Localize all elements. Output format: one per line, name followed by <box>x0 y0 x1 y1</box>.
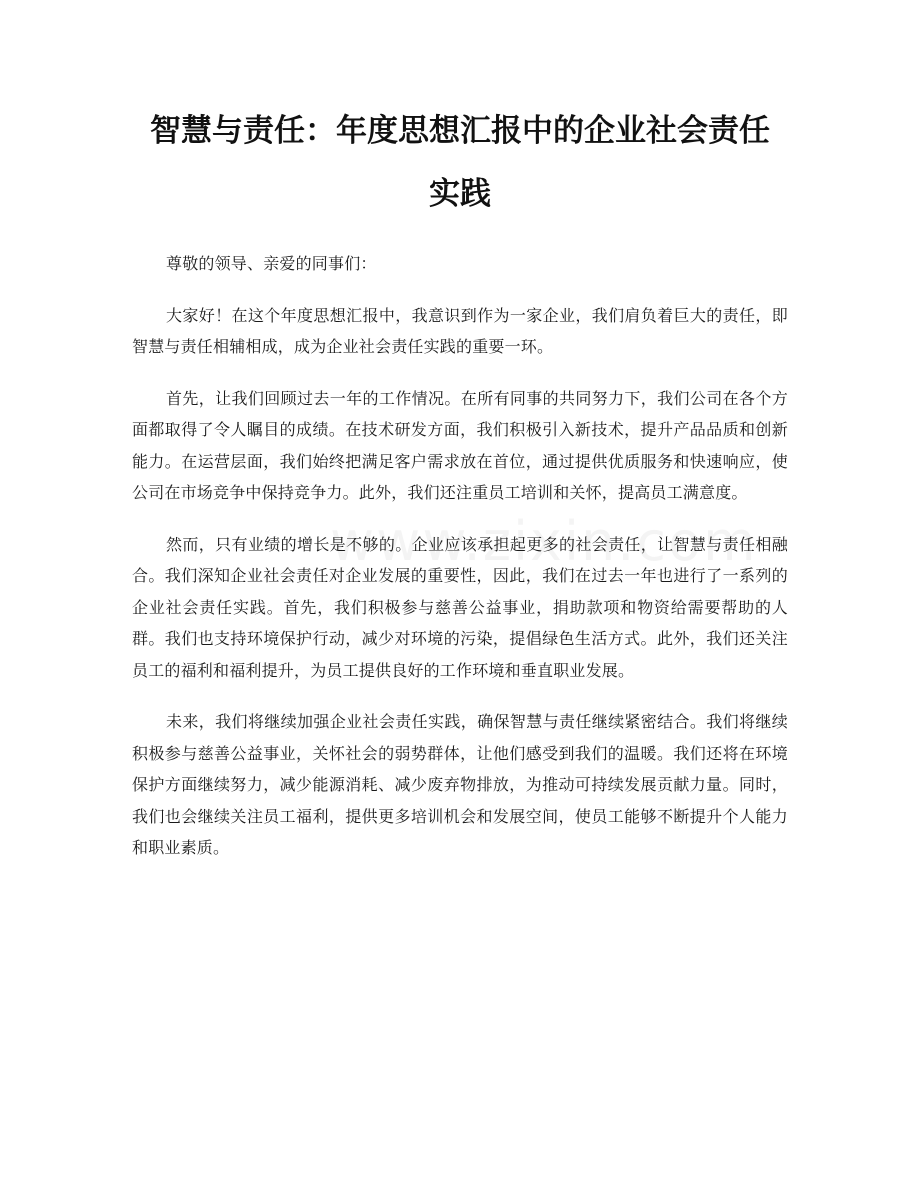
paragraph-future: 未来，我们将继续加强企业社会责任实践，确保智慧与责任继续紧密结合。我们将继续积极参与慈善公益事业，关怀社会的弱势群体，让他们感受到我们的温暖。我们还将在环境保护方面继续努力，减少能源消耗、减少废弃物排放，为推动可持续发展贡献力量。同时，我们也会继续关注员工福利，提供更多培训机会和发展空间，使员工能够不断提升个人能力和职业素质。 <box>132 712 788 857</box>
salutation: 尊敬的领导、亲爱的同事们： <box>166 254 377 273</box>
paragraph-review: 首先，让我们回顾过去一年的工作情况。在所有同事的共同努力下，我们公司在各个方面都取得了令人瞩目的成绩。在技术研发方面，我们积极引入新技术，提升产品品质和创新能力。在运营层面，我们始终把满足客户需求放在首位，通过提供优质服务和快速响应，使公司在市场竞争中保持竞争力。此外，我们还注重员工培训和关怀，提高员工满意度。 <box>132 388 788 502</box>
document-body <box>132 248 788 884</box>
paragraph-responsibility: 然而，只有业绩的增长是不够的。企业应该承担起更多的社会责任，让智慧与责任相融合。我们深知企业社会责任对企业发展的重要性，因此，我们在过去一年也进行了一系列的企业社会责任实践。首先，我们积极参与慈善公益事业，捐助款项和物资给需要帮助的人群。我们也支持环境保护行动，减少对环境的污染，提倡绿色生活方式。此外，我们还关注员工的福利和福利提升，为员工提供良好的工作环境和垂直职业发展。 <box>132 534 788 680</box>
paragraph-greeting: 大家好！在这个年度思想汇报中，我意识到作为一家企业，我们肩负着巨大的责任，即智慧与责任相辅相成，成为企业社会责任实践的重要一环。 <box>132 305 788 356</box>
document-title: 智慧与责任：年度思想汇报中的企业社会责任实践 <box>150 113 770 212</box>
